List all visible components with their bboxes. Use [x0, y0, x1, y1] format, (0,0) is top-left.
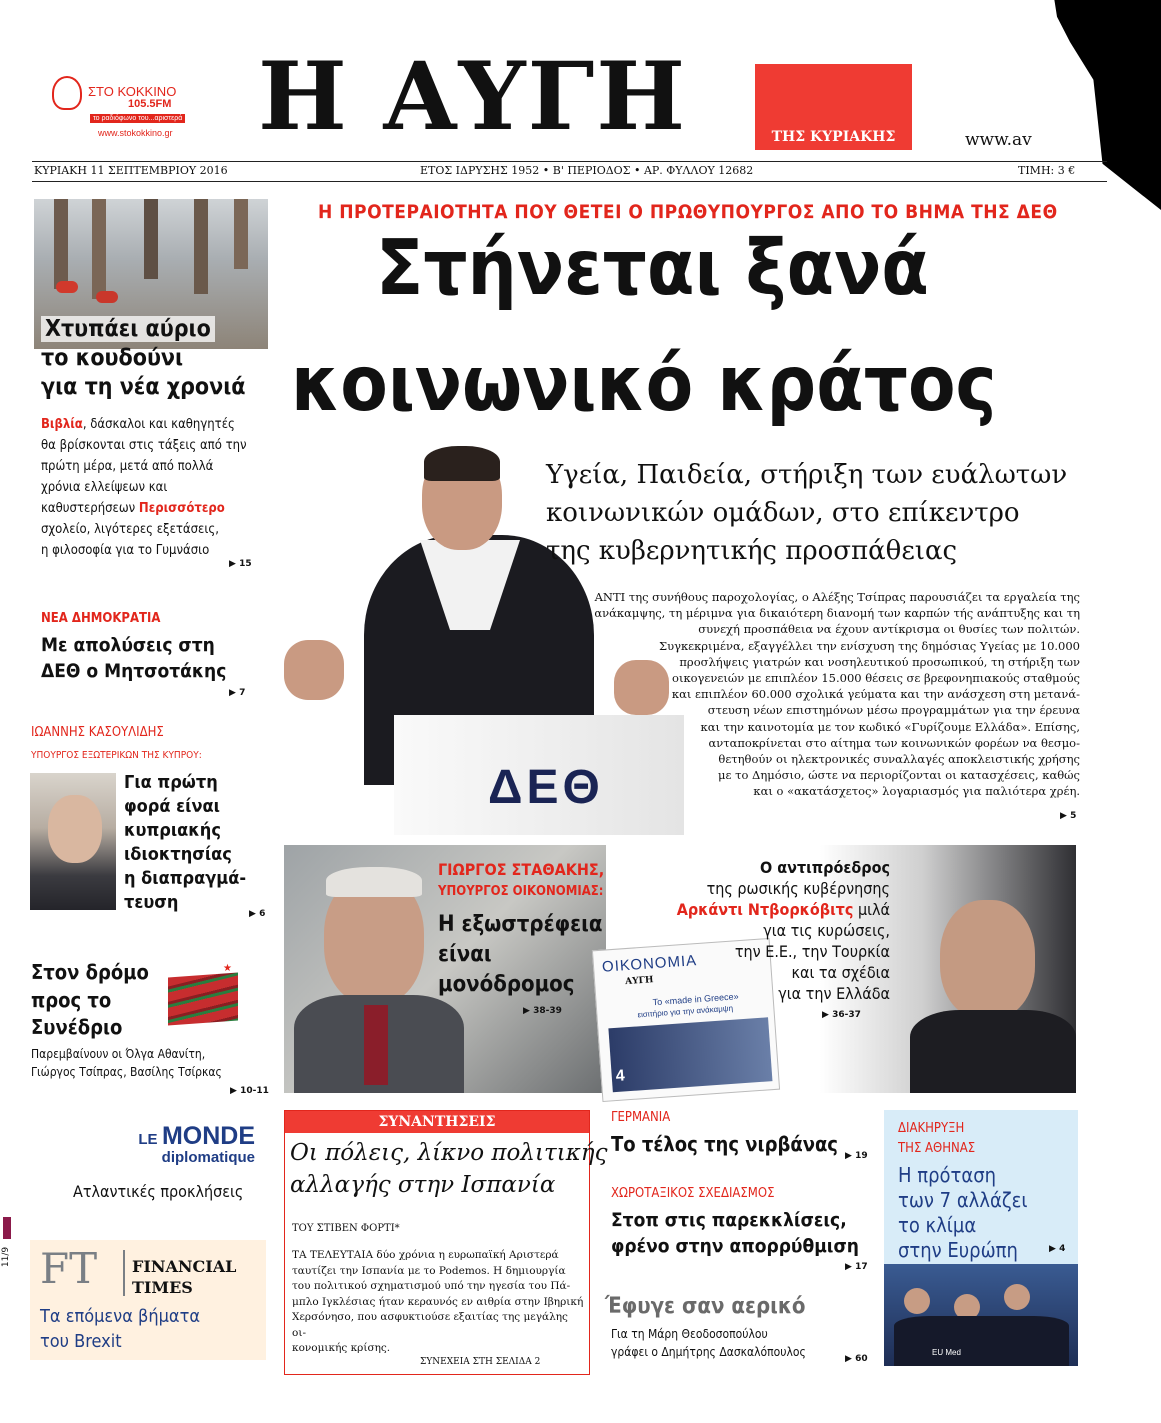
kasoulides-line: η διαπραγμά- — [124, 868, 247, 889]
dvorkovich-line-5: την Ε.Ε., την Τουρκία — [734, 942, 890, 961]
dvorkovich-line-3: μιλά — [853, 900, 890, 919]
kasoulides-line: Για πρώτη — [124, 772, 218, 793]
kasoulides-photo — [30, 773, 116, 910]
main-body-line: προσλήψεις γιατρών και νοσηλευτικού προσωπικού, τη στήριξη των — [679, 654, 1080, 669]
athens-line-3: το κλίμα — [898, 1213, 977, 1237]
congress-page-ref[interactable]: ▶ 10-11 — [230, 1086, 269, 1096]
kasoulides-line: κυπριακής — [124, 820, 221, 841]
oikonomia-cover-1: Το «made in Greece» — [652, 991, 739, 1008]
main-sub-3: της κυβερνητικής προσπάθειας — [546, 536, 958, 566]
flag-star-icon: ★ — [223, 963, 232, 974]
school-body — [41, 414, 266, 561]
main-headline-2[interactable]: κοινωνικό κράτος — [291, 340, 997, 429]
radio-brand: ΣΤΟ ΚΟΚΚΙΝΟ — [88, 84, 177, 99]
dvorkovich-line-7: για την Ελλάδα — [778, 984, 890, 1003]
spain-body — [292, 1248, 584, 1357]
kasoulides-page-ref[interactable]: ▶ 6 — [249, 909, 265, 919]
kasoulides-name: ΙΩΑΝΝΗΣ ΚΑΣΟΥΛΙΔΗΣ — [31, 725, 164, 740]
congress-headline-1[interactable]: Στον δρόμο — [31, 960, 149, 984]
monde-le: LE — [138, 1131, 158, 1148]
main-body-line: και ο «ακατάσχετος» λογαριασμός για παλιότερα χρέη. — [753, 784, 1080, 799]
germany-page-ref[interactable]: ▶ 19 — [845, 1151, 868, 1161]
athens-kicker-2: ΤΗΣ ΑΘΗΝΑΣ — [898, 1141, 976, 1156]
ft-box[interactable] — [30, 1240, 266, 1360]
main-body-line: συνεχή προσπάθεια να έχουν αντίκρισμα οι θυσίες των πολιτών. — [698, 622, 1080, 637]
athens-photo-label: EU Med — [932, 1348, 961, 1357]
stathakis-headline-1[interactable]: Η εξωστρέφεια — [438, 912, 603, 937]
athens-kicker-1: ΔΙΑΚΗΡΥΞΗ — [898, 1121, 965, 1136]
website[interactable]: www.av — [965, 130, 1032, 150]
radio-slogan: το ραδιόφωνο του...αριστερά — [90, 114, 185, 123]
kasoulides-quote[interactable] — [124, 771, 246, 915]
school-headline-1[interactable]: Χτυπάει αύριο — [41, 316, 215, 342]
dvorkovich-line-1: Ο αντιπρόεδρος — [760, 858, 890, 877]
spain-headline-1[interactable]: Οι πόλεις, λίκνο πολιτικής — [290, 1140, 608, 1166]
radio-frequency: 105.5FM — [128, 98, 172, 110]
subtitle-box — [755, 64, 912, 150]
dvorkovich-name: Αρκάντι Ντβορκόβιτς — [676, 900, 854, 919]
main-body-line: και την καινοτομία με τον κωδικό «Γυρίζουμε Ελλάδα». Επίσης, — [700, 719, 1080, 734]
main-sub-2: κοινωνικών ομάδων, στο επίκεντρο — [546, 498, 1020, 528]
radio-url[interactable]: www.stokokkino.gr — [98, 128, 173, 138]
spain-continued[interactable]: ΣΥΝΕΧΕΙΑ ΣΤΗ ΣΕΛΙΔΑ 2 — [420, 1357, 541, 1367]
athens-line-4: στην Ευρώπη — [898, 1238, 1018, 1262]
main-body-line: Συγκεκριμένα, εξαγγέλλει την ενίσχυση της δημόσιας Υγείας με 10.000 — [658, 638, 1080, 653]
planning-headline-2[interactable]: φρένο στην απορρύθμιση — [611, 1235, 859, 1257]
nd-headline-2[interactable]: ΔΕΘ ο Μητσοτάκης — [41, 660, 227, 682]
athens-photo — [884, 1264, 1078, 1366]
main-kicker: Η ΠΡΟΤΕΡΑΙΟΤΗΤΑ ΠΟΥ ΘΕΤΕΙ Ο ΠΡΩΘΥΠΟΥΡΓΟΣ ΑΠΟ ΤΟ ΒΗΜΑ ΤΗΣ ΔΕΘ — [318, 201, 1058, 223]
dvorkovich-page-ref[interactable]: ▶ 36-37 — [822, 1010, 861, 1020]
oikonomia-num: 4 — [615, 1067, 626, 1086]
stathakis-page-ref[interactable]: ▶ 38-39 — [523, 1006, 562, 1016]
spain-label: ΣΥΝΑΝΤΗΣΕΙΣ — [285, 1111, 589, 1133]
main-body-line: ανταποκρίνεται στο αίτημα των κοινωνικών φορέων να θεσμο- — [708, 735, 1080, 750]
gas-body-1: Για τη Μάρη Θεοδοσοπούλου — [611, 1327, 768, 1341]
ft-text-1: Τα επόμενα βήματα — [40, 1306, 201, 1327]
athens-text[interactable] — [898, 1163, 1027, 1263]
monde-word: MONDE — [161, 1122, 255, 1150]
spain-headline-2[interactable]: αλλαγής στην Ισπανία — [290, 1172, 556, 1198]
radio-ad[interactable] — [44, 74, 214, 144]
lightbulb-icon — [52, 76, 82, 110]
dvorkovich-line-6: και τα σχέδια — [791, 963, 890, 982]
dvorkovich-line-2: της ρωσικής κυβέρνησης — [706, 879, 890, 898]
athens-line-2: των 7 αλλάζει — [898, 1188, 1028, 1212]
congress-headline-3[interactable]: Συνέδριο — [31, 1015, 123, 1039]
oikonomia-cover-2: εισιτήριο για την ανάκαμψη — [637, 1003, 734, 1020]
dvorkovich-text[interactable] — [660, 857, 890, 1004]
school-body-3: πρώτη μέρα, μετά από πολλά — [41, 459, 214, 474]
ft-logo-divider — [123, 1250, 125, 1296]
main-body-line: οικογενειών με επιπλέον 15.000 θέσεις σε βρεφονηπιακούς σταθμούς — [672, 671, 1080, 686]
gas-title[interactable]: Έφυγε σαν αερικό — [605, 1294, 806, 1319]
nd-headline-1[interactable]: Με απολύσεις στη — [41, 634, 215, 656]
ft-logo: FT — [40, 1244, 98, 1293]
main-sub-1: Υγεία, Παιδεία, στήριξη των ευάλωτων — [546, 460, 1068, 490]
congress-headline-2[interactable]: προς το — [31, 988, 112, 1012]
spain-body-line: ταυτίζει την Ισπανία με το Podemos. Η δημιουργία — [292, 1264, 566, 1277]
kasoulides-line: ιδιοκτησίας — [124, 844, 232, 865]
main-page-ref[interactable]: ▶ 5 — [1060, 811, 1076, 821]
ft-name-2: TIMES — [132, 1278, 193, 1297]
congress-body-1: Παρεμβαίνουν οι Όλγα Αθανίτη, — [31, 1047, 206, 1061]
syriza-flag-icon — [168, 973, 238, 1026]
planning-page-ref[interactable]: ▶ 17 — [845, 1262, 868, 1272]
main-body-line: στευση νέων επιστημόνων μέσω προγραμμάτων για την έρευνα — [707, 703, 1080, 718]
athens-page-ref[interactable]: ▶ 4 — [1049, 1244, 1065, 1254]
school-body-2: θα βρίσκονται στις τάξεις από την — [41, 438, 247, 453]
issue-price: ΤΙΜΗ: 3 € — [1018, 164, 1076, 177]
stathakis-headline-2[interactable]: είναι — [438, 942, 492, 967]
main-body-line: με το Δημόσιο, ώστε να περιορίζονται οι κατασχέσεις, καθώς — [718, 768, 1080, 783]
issue-edition: ΕΤΟΣ ΙΔΡΥΣΗΣ 1952 • Β' ΠΕΡΙΟΔΟΣ • ΑΡ. ΦΥΛΛΟΥ 12682 — [420, 164, 754, 177]
stathakis-role: ΥΠΟΥΡΓΟΣ ΟΙΚΟΝΟΜΙΑΣ: — [438, 884, 604, 899]
spain-author: ΤΟΥ ΣΤΙΒΕΝ ΦΟΡΤΙ* — [292, 1223, 400, 1234]
newspaper-title: Η ΑΥΓΗ — [258, 42, 688, 152]
spain-body-line: μπλο Ιγκλέσιας ήταν κεραυνός εν αιθρία στην Ιβηρική — [292, 1295, 584, 1308]
school-headline-2[interactable]: το κουδούνι — [41, 345, 184, 371]
side-bar-mark — [3, 1217, 11, 1239]
nd-kicker: ΝΕΑ ΔΗΜΟΚΡΑΤΙΑ — [41, 611, 161, 626]
spain-body-line: ΤΑ ΤΕΛΕΥΤΑΙΑ δύο χρόνια η ευρωπαϊκή Αριστερά — [292, 1249, 559, 1261]
school-headline-3[interactable]: για τη νέα χρονιά — [41, 374, 246, 400]
monde-text[interactable]: Ατλαντικές προκλήσεις — [73, 1182, 244, 1201]
stathakis-photo — [284, 845, 606, 1093]
school-body-6: σχολείο, λιγότερες εξετάσεις, — [41, 522, 219, 537]
school-body-4: χρόνια ελλείψεων και — [41, 480, 168, 495]
monde-logo[interactable] — [125, 1122, 255, 1166]
congress-body-2: Γιώργος Τσίπρας, Βασίλης Τσίρκας — [31, 1065, 222, 1079]
oikonomia-paper: ΑΥΓΗ — [624, 975, 654, 988]
dvorkovich-line-4: για τις κυρώσεις, — [763, 921, 890, 940]
school-body-red: Περισσότερο — [138, 501, 225, 516]
main-headline-1[interactable]: Στήνεται ξανά — [376, 224, 929, 313]
oikonomia-logo: ΟΙΚΟΝΟΜΙΑ — [601, 952, 698, 976]
subtitle: ΤΗΣ ΚΥΡΙΑΚΗΣ — [771, 129, 896, 145]
main-body — [560, 589, 1080, 800]
ft-text-2: του Brexit — [40, 1331, 122, 1352]
gas-body-2: γράφει ο Δημήτρης Δασκαλόπουλος — [611, 1345, 806, 1359]
spain-body-line: κονομικής κρίσης. — [292, 1342, 391, 1354]
ft-name-1: FINANCIAL — [132, 1257, 237, 1276]
main-body-line: και επιπλέον 60.000 σχολικά γεύματα και την ανάσχεση στη μετανά- — [671, 687, 1080, 702]
spain-body-line: Χερσόνησο, που ασφυκτιούσε εξαιτίας της μεγάλης οι- — [292, 1311, 568, 1339]
athens-line-1: Η πρόταση — [898, 1163, 997, 1187]
main-body-line: θετηθούν οι ηλεκτρονικές συναλλαγές αποκλειστικής χρήσης — [718, 752, 1080, 767]
side-code: 11/9 — [1, 1246, 12, 1268]
oikonomia-cover-image — [608, 1017, 772, 1092]
nd-page-ref[interactable]: ▶ 7 — [229, 688, 245, 698]
germany-title[interactable]: Το τέλος της νιρβάνας — [611, 1132, 838, 1156]
school-body-1: , δάσκαλοι και καθηγητές — [82, 417, 235, 432]
school-body-5: καθυστερήσεων — [41, 501, 139, 516]
school-lead-red: Βιβλία — [41, 417, 83, 432]
planning-kicker: ΧΩΡΟΤΑΞΙΚΟΣ ΣΧΕΔΙΑΣΜΟΣ — [611, 1186, 775, 1201]
planning-headline-1[interactable]: Στοπ στις παρεκκλίσεις, — [611, 1209, 847, 1231]
germany-kicker: ΓΕΡΜΑΝΙΑ — [611, 1110, 671, 1125]
school-body-7: η φιλοσοφία για το Γυμνάσιο — [41, 543, 210, 558]
kasoulides-role: ΥΠΟΥΡΓΟΣ ΕΞΩΤΕΡΙΚΩΝ ΤΗΣ ΚΥΠΡΟΥ: — [31, 750, 202, 761]
torn-corner — [1031, 0, 1161, 210]
main-body-line: ανάκαμψης, τη μέριμνα για δικαιότερη διανομή των καρπών τής ανάπτυξης και τη — [594, 606, 1080, 621]
stathakis-headline-3[interactable]: μονόδρομος — [438, 972, 575, 997]
kasoulides-line: τευση — [124, 892, 179, 913]
spain-body-line: του πολιτικού σχηματισμού υπό την ηγεσία του Πά- — [292, 1280, 571, 1292]
kasoulides-line: φορά είναι — [124, 796, 220, 817]
stathakis-name: ΓΙΩΡΓΟΣ ΣΤΑΘΑΚΗΣ, — [438, 860, 605, 879]
main-body-line: ΑΝΤΙ της συνήθους παροχολογίας, ο Αλέξης Τσίπρας παρουσιάζει τα εργαλεία της — [594, 590, 1080, 604]
gas-page-ref[interactable]: ▶ 60 — [845, 1354, 868, 1364]
podium-logo: ΔΕΘ — [488, 761, 604, 814]
school-page-ref[interactable]: ▶ 15 — [229, 559, 252, 569]
monde-diplomatique: diplomatique — [161, 1149, 255, 1166]
issue-date: ΚΥΡΙΑΚΗ 11 ΣΕΠΤΕΜΒΡΙΟΥ 2016 — [34, 164, 228, 177]
